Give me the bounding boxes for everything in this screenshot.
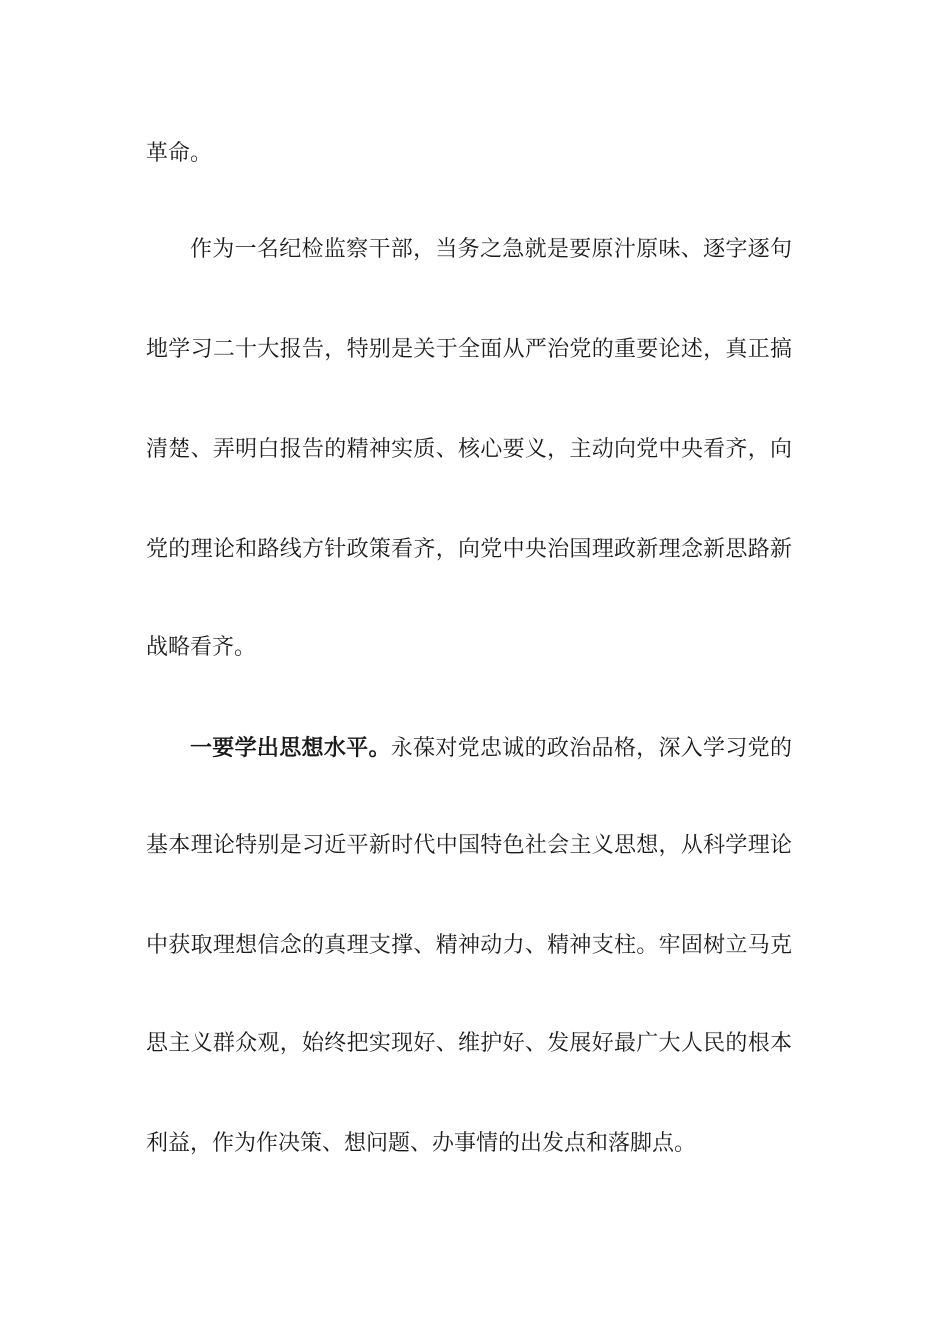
paragraph-line: 战略看齐。	[146, 635, 257, 660]
section-heading: 一要学出思想水平。	[190, 735, 391, 761]
paragraph-first-line	[190, 728, 792, 768]
paragraph-line: 地学习二十大报告，特别是关于全面从严治党的重要论述，真正搞	[146, 337, 792, 362]
paragraph-line: 利益，作为作决策、想问题、办事情的出发点和落脚点。	[146, 1131, 697, 1156]
paragraph-line: 基本理论特别是习近平新时代中国特色社会主义思想，从科学理论	[146, 833, 792, 858]
paragraph-line: 作为一名纪检监察干部，当务之急就是要原汁原味、逐字逐句	[190, 237, 792, 262]
paragraph-line: 革命。	[146, 141, 213, 166]
paragraph-line: 思主义群众观，始终把实现好、维护好、发展好最广大人民的根本	[146, 1031, 792, 1056]
paragraph-line: 清楚、弄明白报告的精神实质、核心要义，主动向党中央看齐，向	[146, 437, 792, 462]
paragraph-line: 党的理论和路线方针政策看齐，向党中央治国理政新理念新思路新	[146, 537, 792, 562]
paragraph-line: 中获取理想信念的真理支撑、精神动力、精神支柱。牢固树立马克	[146, 933, 792, 958]
paragraph-text: 永葆对党忠诚的政治品格，深入学习党的	[390, 736, 792, 761]
